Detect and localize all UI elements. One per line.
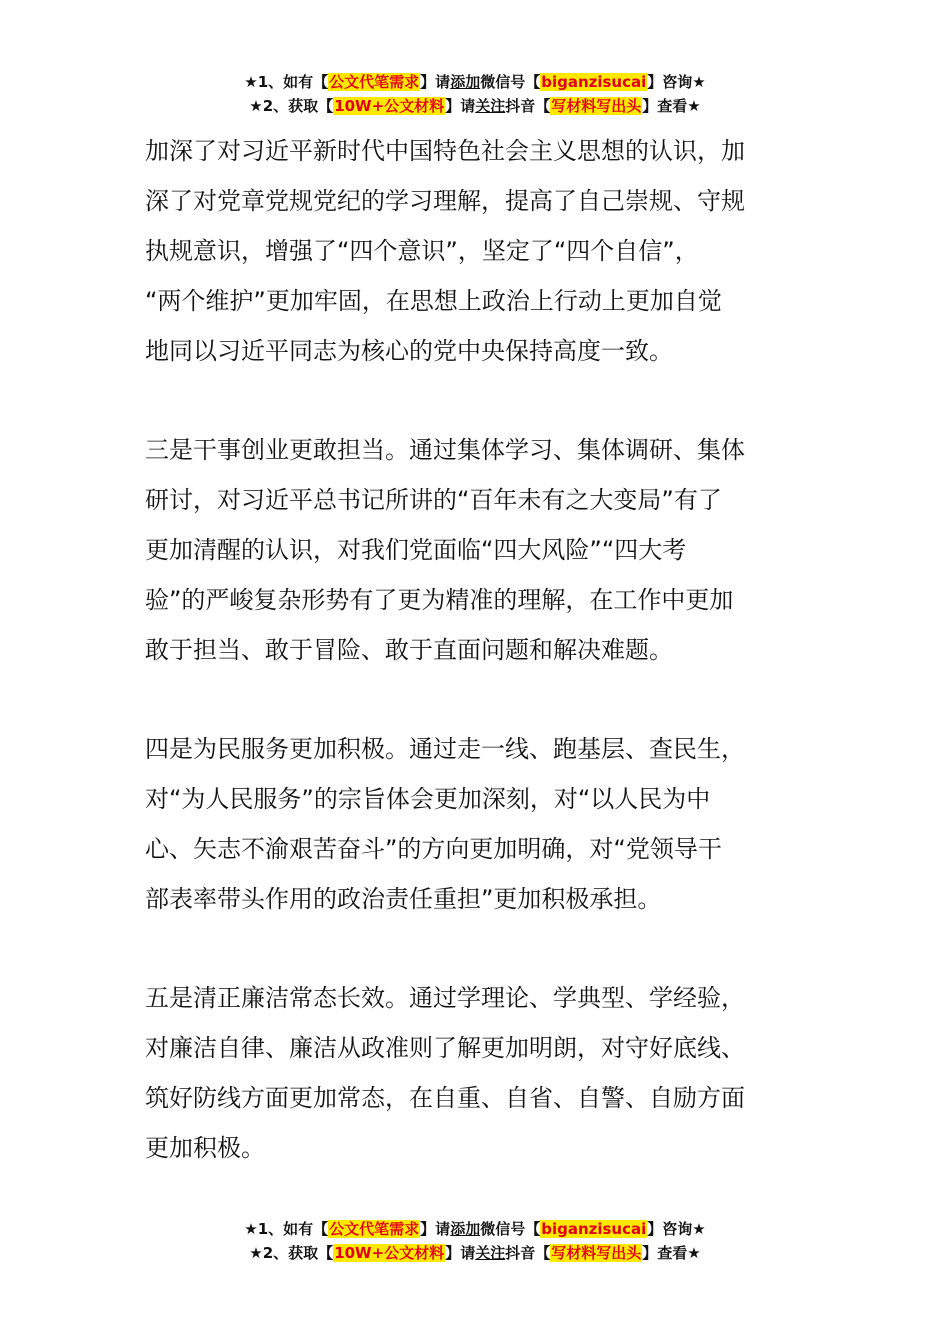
ad-highlight-douyin-name: 写材料写出头 [551, 97, 642, 115]
ad-text: 】请 [420, 1220, 451, 1238]
paragraph-gap [145, 924, 810, 973]
ad-highlight-wechat-id: biganzisucai [541, 73, 647, 91]
ad-text: 】请 [420, 73, 451, 91]
ad-underlined: 添加 [450, 1220, 481, 1238]
footer-ad-banner [0, 1217, 950, 1265]
ad-text: 抖音【 [505, 1244, 551, 1262]
ad-underlined: 关注 [475, 1244, 506, 1262]
ad-text: 】查看★ [642, 97, 701, 115]
header-ad-line-2 [0, 94, 950, 118]
ad-text: 】查看★ [642, 1244, 701, 1262]
ad-highlight: 10W+公文材料 [334, 1244, 445, 1262]
ad-highlight: 公文代笔需求 [329, 73, 420, 91]
ad-text: 】咨询★ [647, 73, 706, 91]
ad-underlined: 关注 [475, 97, 506, 115]
header-ad-banner [0, 70, 950, 118]
ad-text: 】请 [445, 1244, 476, 1262]
paragraph-continued: 加深了对习近平新时代中国特色社会主义思想的认识，加 深了对党章党规党纪的学习理解，提高了自己崇规、守规 执规意识，增强了“四个意识”，坚定了“四个自信”， “两个维护”更加牢固，在思想上政治上行动上更加自觉 地同以习近平同志为核心的党中央保持高度一致。 [145, 137, 745, 365]
ad-highlight-douyin-name: 写材料写出头 [551, 1244, 642, 1262]
footer-ad-line-1 [0, 1217, 950, 1241]
ad-text: 抖音【 [505, 97, 551, 115]
ad-highlight: 10W+公文材料 [334, 97, 445, 115]
ad-text: 】咨询★ [647, 1220, 706, 1238]
ad-highlight: 公文代笔需求 [329, 1220, 420, 1238]
ad-text: 】请 [445, 97, 476, 115]
paragraph-gap [145, 376, 810, 425]
paragraph-gap [145, 675, 810, 724]
ad-underlined: 添加 [450, 73, 481, 91]
ad-text: 微信号【 [480, 73, 541, 91]
paragraph-4-service: 四是为民服务更加积极。通过走一线、跑基层、查民生， 对“为人民服务”的宗旨体会更加深刻，对“以人民为中 心、矢志不渝艰苦奋斗”的方向更加明确，对“党领导干 部表率带头作用的政治责任重担”更加积极承担。 [145, 735, 745, 913]
ad-text: ★2、获取【 [249, 97, 334, 115]
paragraph-5-integrity: 五是清正廉洁常态长效。通过学理论、学典型、学经验， 对廉洁自律、廉洁从政准则了解更加明朗，对守好底线、 筑好防线方面更加常态，在自重、自省、自警、自励方面 更加积极。 [145, 984, 745, 1162]
footer-ad-line-2 [0, 1241, 950, 1265]
paragraph-3-courage: 三是干事创业更敢担当。通过集体学习、集体调研、集体 研讨，对习近平总书记所讲的“百年未有之大变局”有了 更加清醒的认识，对我们党面临“四大风险”“四大考 验”的严峻复杂形势有了更为精准的理解，在工作中更加 敢于担当、敢于冒险、敢于直面问题和解决难题。 [145, 436, 745, 664]
ad-text: ★1、如有【 [244, 73, 329, 91]
ad-text: 微信号【 [480, 1220, 541, 1238]
header-ad-line-1 [0, 70, 950, 94]
document-body [145, 126, 810, 1173]
ad-highlight-wechat-id: biganzisucai [541, 1220, 647, 1238]
ad-text: ★1、如有【 [244, 1220, 329, 1238]
ad-text: ★2、获取【 [249, 1244, 334, 1262]
